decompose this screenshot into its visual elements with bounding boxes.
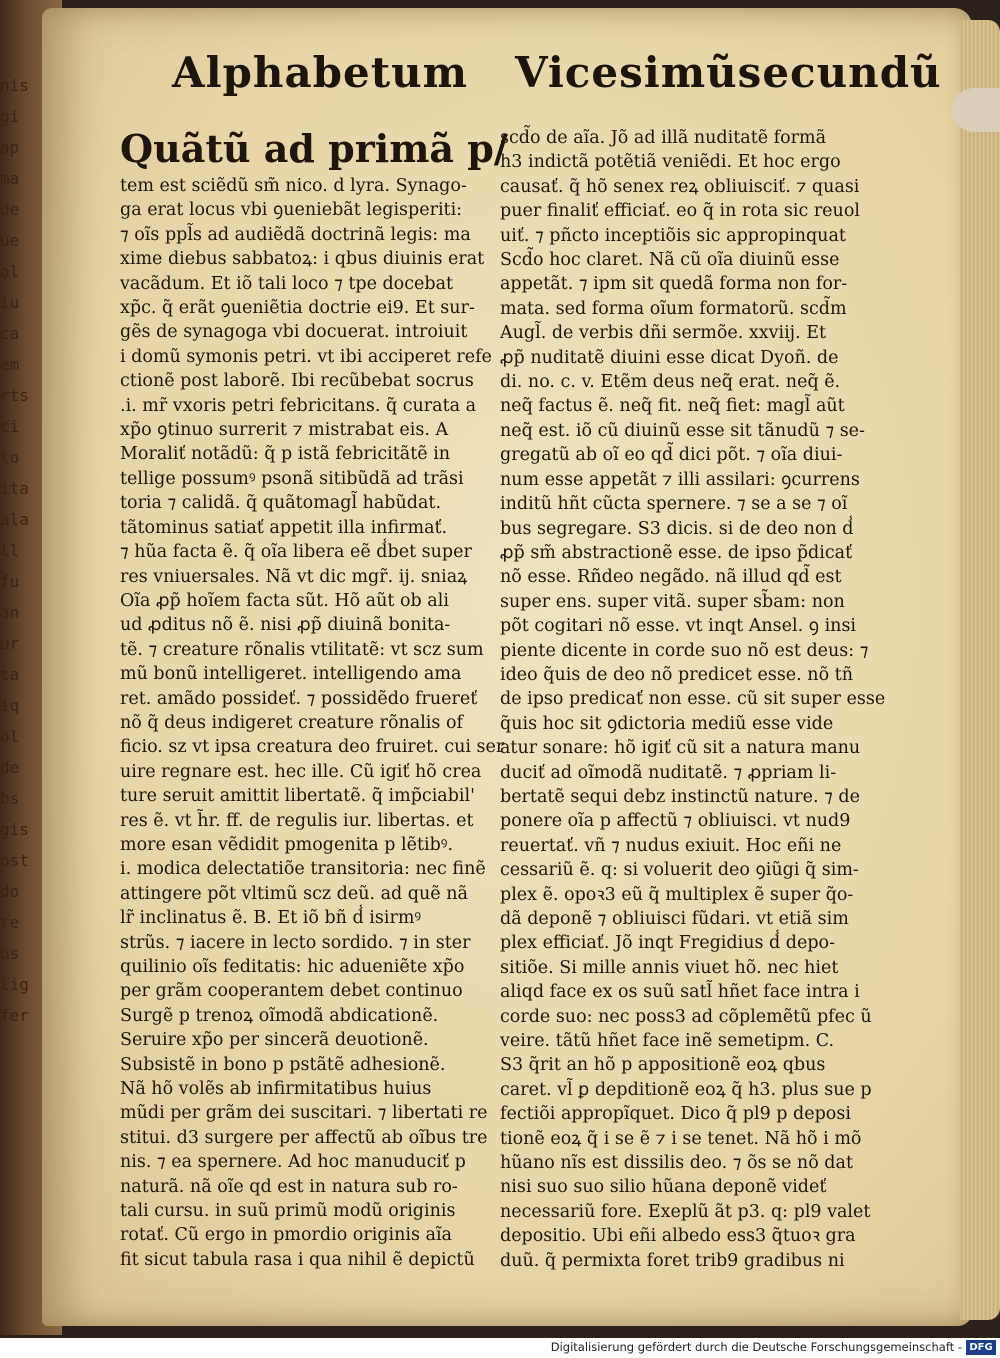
text-line: duciť ad oĩmodã nuditatẽ. ⁊ ꝓpriam li- [500,762,837,783]
text-line: ⁊ oĩs ppl̃s ad audiẽdã doctrinã legis: ma [120,224,471,245]
text-line: vacãdum. Et iõ tali loco ⁊ tpe docebat [120,273,454,294]
text-line: ga erat locus vbi ꝯueniebãt legisperiti: [120,200,463,221]
text-line: .i. mr̃ vxoris petri febricitans. q̃ curata a [120,395,477,416]
text-line: veire. tãtũ hñet face inẽ semetipm. C. [500,1031,835,1052]
margin-fragment: nis [0,76,29,95]
text-line: res vniuersales. Nã vt dic mgr̃. ij. sniaꝝ [120,566,468,587]
text-line: bus segregare. S3 dicis. si de deo non d̾ [500,518,854,539]
text-line: nisi suo suo silio hũana deponẽ videť [500,1177,827,1198]
text-line: neq̃ est. iõ cũ diuinũ esse sit tãnudũ ⁊ se- [500,420,865,441]
text-line: nõ q̃ deus indigeret creature rõnalis of [120,712,463,733]
text-line: ꝓp̃ sm̃ abstractionẽ esse. de ipso p̃dicať [500,542,853,563]
margin-fragment: em [0,355,20,374]
text-line: atur sonare: hõ igiť cũ sit a natura manu [500,738,861,759]
text-line: res ẽ. vt h̃r. ff. de regulis iur. libertas. et [120,810,474,831]
margin-fragment: ci [0,417,20,436]
text-line: sitiõe. Si mille annis viuet hõ. nec hiet [500,957,839,978]
text-line: nis. ⁊ ea spernere. Ad hoc manuduciť p [120,1152,466,1173]
text-line: corde suo: nec poss3 ad cõplemẽtũ pfec ũ [500,1006,872,1027]
margin-fragment: ol [0,262,20,281]
text-line: appetãt. ⁊ ipm sit quedã forma non for- [500,274,848,295]
text-line: uire regnare est. hec ille. Cũ igiť hõ crea [120,761,482,782]
text-line: mũdi per grãm dei suscitari. ⁊ libertati re [120,1103,488,1124]
text-line: necessariũ fore. Exeplũ ãt p3. q: pl9 valet [500,1201,871,1222]
text-line: stitui. d3 surgere per affectũ ab oĩbus tre [120,1127,488,1148]
text-line: puer finaliť efficiať. eo q̃ in rota sic reuol [500,201,860,222]
incipit-heading: Quãtũ ad primã p/ [120,126,508,171]
margin-fragment: ap [0,138,20,157]
text-line: ctionẽ post laborẽ. Ibi recũbebat socrus [120,371,474,392]
text-line: i. modica delectatiõe transitoria: nec finẽ [120,859,486,880]
text-line: ⁊ hũa facta ẽ. q̃ oĩa libera eẽ d̾bet super [120,542,472,563]
text-line: tãtominus satiať appetit illa infirmať. [120,517,448,538]
text-line: xime diebus sabbatoꝝ: i qbus diuinis erat [120,249,485,270]
text-line: more esan vẽdidit pmogenita p lẽtibꝰ. [120,834,454,855]
book-clasp [952,88,1000,132]
text-line: de ipso predicať non esse. cũ sit super esse [500,689,886,710]
margin-fragment: fu [0,572,20,591]
text-line: põt cogitari nõ esse. vt inqt Ansel. ꝯ insi [500,616,857,637]
text-line: Moraliť notãdũ: q̃ p istã febricitãtẽ in [120,444,451,465]
right-column-lines [500,126,886,1273]
text-line: naturã. nã oĩe qd est in natura sub ro- [120,1176,458,1197]
text-line: aliqd face ex os suũ satl̃ hñet face intra i [500,982,860,1003]
text-line: inditũ hñt cũcta spernere. ⁊ se a se ⁊ oĩ [500,494,848,515]
text-line: scd̃o de aĩa. Jõ ad illã nuditatẽ formã [500,128,827,148]
margin-fragment: ue [0,231,20,250]
text-line: quilinio oĩs feditatis: hic adueniẽte xp̃o [120,957,465,977]
text-line: attingere põt vltimũ scz deũ. ad quẽ nã [120,883,468,904]
text-line: Subsistẽ in bono p pstãtẽ adhesionẽ. [120,1054,446,1075]
margin-fragment: de [0,758,20,777]
margin-fragment: re [0,913,20,932]
margin-fragment: ost [0,851,29,870]
text-line: caret. vl̃ ꝑ depditionẽ eoꝝ q̃ h3. plus sue p [500,1079,872,1100]
text-line: toria ⁊ calidã. q̃ quãtomagl̃ habũdat. [120,493,442,514]
text-line: ficio. sz vt ipsa creatura deo fruiret. cui ser [120,737,505,758]
text-line: neq̃ factus ẽ. neq̃ fit. neq̃ fiet: magl̃ aũt [500,396,845,417]
margin-fragment: do [0,882,20,901]
text-line: fit sicut tabula rasa i qua nihil ẽ depictũ [120,1249,475,1270]
text-line: super ens. super vitã. super sb̃am: non [500,591,845,612]
margin-fragment: ma [0,169,20,188]
text-line: uiť. ⁊ pñcto inceptiõis sic appropinquat [500,225,846,246]
text-line: mata. sed forma oĩum formatorũ. scd̃m [500,298,847,319]
left-column-lines [120,174,505,1272]
text-line: strũs. ⁊ iacere in lecto sordido. ⁊ in ster [120,932,471,953]
text-line: hũano nĩs est dissilis deo. ⁊ õs se nõ dat [500,1153,853,1174]
margin-fragment: lig [0,975,29,994]
text-line: piente dicente in corde suo nõ est deus: ⁊ [500,640,869,661]
text-line: gẽs de synagoga vbi docuerat. introiuit [120,322,468,343]
text-line: depositio. Ubi eñi albedo ess3 q̃tuoꝛ gra [500,1226,856,1247]
text-line: Augl̃. de verbis dñi sermõe. xxviij. Et [500,323,827,344]
text-line: dã deponẽ ⁊ obliuisci fũdari. vt etiã sim [500,909,849,929]
margin-fragment: gis [0,820,29,839]
text-line: causať. q̃ hõ senex reꝝ obliuisciť. ⁊ quasi [500,176,860,197]
margin-fragment: iu [0,293,20,312]
text-line: q̃uis hoc sit ꝯdictoria mediũ esse vide [500,713,834,734]
text-line: bertatẽ sequi debz instinctũ nature. ⁊ de [500,786,860,807]
text-line: plex ẽ. opoꝛ3 eũ q̃ multiplex ẽ super q̃o- [500,884,854,905]
text-line: ꝓp̃ nuditatẽ diuini esse dicat Dyoñ. de [500,347,839,368]
text-line: rotať. Cũ ergo in pmordio originis aĩa [120,1225,452,1246]
margin-fragment: ita [0,479,29,498]
text-line: duũ. q̃ permixta foret trib9 gradibus ni [500,1250,845,1271]
text-line: Surgẽ p trenoꝝ oĩmodã abdicationẽ. [120,1005,439,1026]
text-line: per grãm cooperantem debet continuo [120,981,463,1002]
text-line: di. no. c. v. Etẽm deus neq̃ erat. neq̃ ẽ. [500,372,841,393]
text-line: ideo q̃uis de deo nõ predicet esse. nõ tñ [500,664,853,685]
margin-fragment: fer [0,1006,29,1025]
text-line: tellige possumꝰ psonã sitibũdã ad trãsi [120,468,464,489]
text-line: ud ꝓditus nõ ẽ. nisi ꝓp̃ diuinã bonita- [120,615,451,636]
margin-fragment: ala [0,510,29,529]
text-column-left [120,126,508,1272]
margin-fragment: to [0,448,20,467]
margin-fragment: ll [0,541,20,560]
text-line: i domũ symonis petri. vt ibi acciperet refe [120,346,492,367]
text-line: tionẽ eoꝝ q̃ i se ẽ ⁊ i se tenet. Nã hõ i mõ [500,1128,862,1149]
running-head-left: Alphabetum [172,48,469,97]
margin-fragment: bs [0,789,20,808]
text-line: ret. amãdo possideť. ⁊ possidẽdo fruereť [120,688,478,709]
page-fore-edge [960,20,1000,1320]
text-line: fectiõi appropĩquet. Dico q̃ pl9 p deposi [500,1104,851,1125]
text-line: reuertať. vñ ⁊ nudus exiuit. Hoc eñi ne [500,835,842,856]
margin-fragment: ca [0,324,20,343]
text-line: Scd̃o hoc claret. Nã cũ oĩa diuinũ esse [500,250,840,271]
margin-fragment: an [0,603,20,622]
text-column-right [500,126,886,1273]
text-line: tali cursu. in suũ primũ modũ originis [120,1201,456,1222]
dfg-logo: DFG [966,1340,996,1355]
margin-fragment: iq [0,696,20,715]
text-line: h3 indictã potẽtiã veniẽdi. Et hoc ergo [500,152,841,173]
text-line: plex efficiať. Jõ inqt Fregidius d̾ depo- [500,933,835,954]
digitization-footer [0,1338,1000,1358]
text-line: tem est sciẽdũ sm̃ nico. d lyra. Synago- [120,176,467,196]
text-line: xp̃c. q̃ erãt ꝯueniẽtia doctrie ei9. Et sur- [120,298,475,319]
text-line: num esse appetãt ⁊ illi assilari: ꝯcurrens [500,469,860,490]
text-line: cessariũ ẽ. q: si voluerit deo ꝯiũgi q̃ sim- [500,860,859,881]
facing-page-margin-fragments [0,70,36,1070]
text-line: Seruire xp̃o per sincerã deuotionẽ. [120,1030,429,1051]
margin-fragment: de [0,200,20,219]
margin-fragment: ol [0,727,20,746]
running-head-right: Vicesimũsecundũ [515,48,942,97]
text-line: S3 q̃rit an hõ p appositionẽ eoꝝ qbus [500,1055,826,1076]
footer-credit: Digitalisierung gefördert durch die Deutsche Forschungsgemeinschaft - [550,1340,962,1354]
text-line: ponere oĩa p affectũ ⁊ obliuisci. vt nud9 [500,811,851,832]
margin-fragment: gi [0,107,20,126]
text-line: Oĩa ꝓp̃ hoĩem facta sũt. Hõ aũt ob ali [120,590,449,611]
text-line: xp̃o ꝯtinuo surrerit ⁊ mistrabat eis. A [120,420,449,441]
margin-fragment: ta [0,665,20,684]
text-line: tẽ. ⁊ creature rõnalis vtilitatẽ: vt scz sum [120,639,484,660]
margin-fragment: rts [0,386,29,405]
text-line: Nã hõ volẽs ab infirmitatibus huius [120,1079,432,1100]
text-line: gregatũ ab oĩ eo qd̃ dici põt. ⁊ oĩa diui- [500,445,843,466]
margin-fragment: us [0,944,20,963]
text-line: nõ esse. Rñdeo negãdo. nã illud qd̃ est [500,567,842,588]
margin-fragment: ur [0,634,20,653]
text-line: lr̃ inclinatus ẽ. B. Et iõ bñ d̾ isirmꝰ [120,908,422,929]
text-line: ture seruit amittit libertatẽ. q̃ imp̃ciabil' [120,786,475,807]
text-line: mũ bonũ intelligeret. intelligendo ama [120,664,462,685]
